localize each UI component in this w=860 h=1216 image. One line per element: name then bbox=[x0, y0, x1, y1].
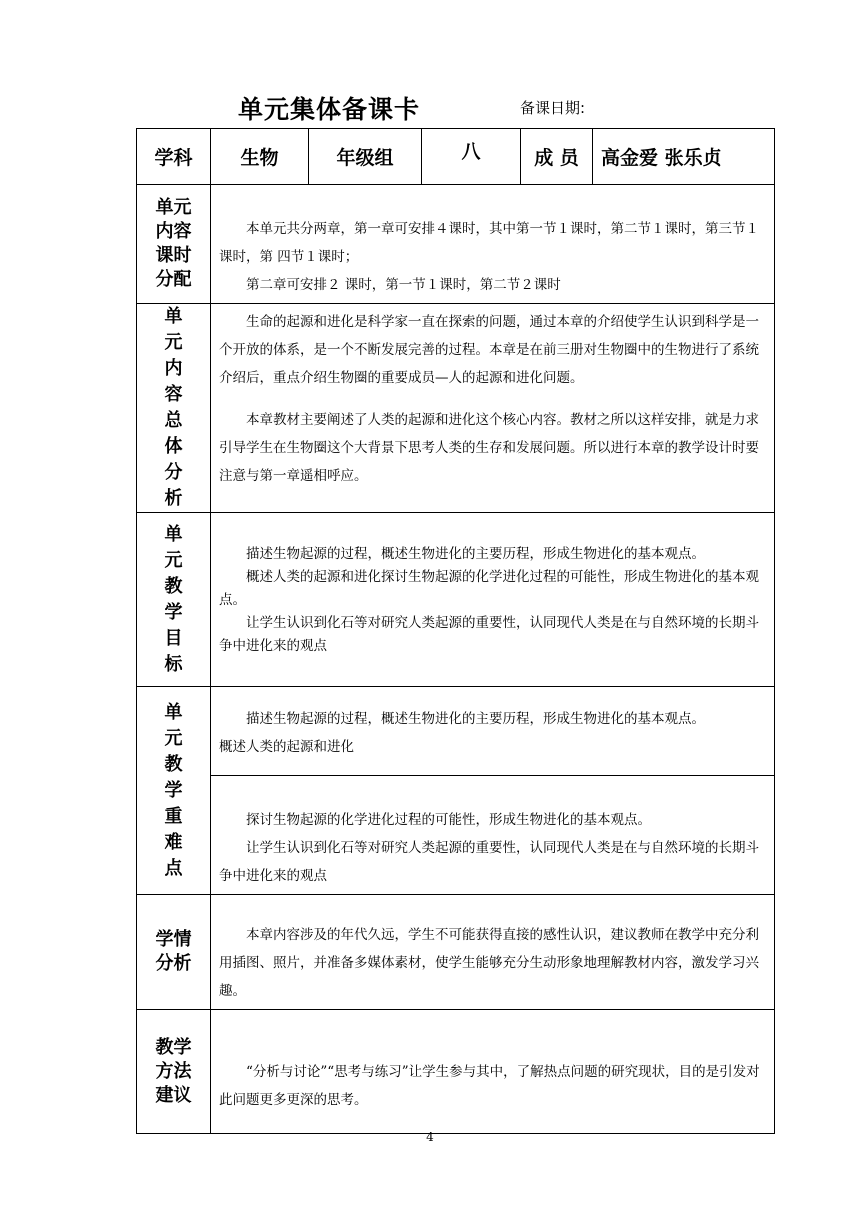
method-row bbox=[137, 1010, 775, 1134]
key-points-content bbox=[211, 687, 775, 776]
method-label: 教学方法建议 bbox=[155, 1036, 192, 1106]
page-number: 4 bbox=[426, 1130, 434, 1144]
header-row bbox=[137, 129, 775, 185]
method-content bbox=[211, 1010, 775, 1134]
method-text-1: “分析与讨论”“思考与练习”让学生参与其中，了解热点问题的研究现状，目的是引发对此问题更多更深的思考。 bbox=[219, 1064, 760, 1108]
goals-text-3: 让学生认识到化石等对研究人类起源的重要性，认同现代人类是在与自然环境的长期斗争中进化来的观点 bbox=[219, 615, 759, 654]
analysis-row bbox=[137, 304, 775, 513]
goals-content bbox=[211, 513, 775, 687]
analysis-text-1: 生命的起源和进化是科学家一直在探索的问题，通过本章的介绍使学生认识到科学是一个开放的体系，是一个不断发展完善的过程。本章是在前三册对生物圈中的生物进行了系统介绍后，重点介绍生物圈的重要成员—人的起源和进化问题。 bbox=[219, 314, 759, 386]
analysis-text-2: 本章教材主要阐述了人类的起源和进化这个核心内容。教材之所以这样安排，就是力求引导学生在生物圈这个大背景下思考人类的生存和发展问题。所以进行本章的教学设计时要注意与第一章遥相呼应。 bbox=[219, 412, 759, 484]
learner-text-1: 本章内容涉及的年代久远，学生不可能获得直接的感性认识，建议教师在教学中充分利用插图、照片，并准备多媒体素材，使学生能够充分生动形象地理解教材内容，激发学习兴趣。 bbox=[219, 927, 759, 999]
key-points-row bbox=[137, 687, 775, 776]
learner-row bbox=[137, 895, 775, 1010]
allocation-row bbox=[137, 185, 775, 304]
key-points-label: 单元教学重难点 bbox=[164, 701, 183, 879]
goals-text-2: 概述人类的起源和进化探讨生物起源的化学进化过程的可能性，形成生物进化的基本观点。 bbox=[219, 569, 759, 608]
difficulties-text-1: 探讨生物起源的化学进化过程的可能性，形成生物进化的基本观点。 bbox=[246, 812, 651, 828]
goals-label: 单元教学目标 bbox=[164, 523, 183, 675]
subject-label: 学科 bbox=[137, 129, 211, 185]
learner-label: 学情分析 bbox=[155, 929, 192, 974]
grade-value: 八 bbox=[422, 129, 521, 185]
members-label: 成 员 bbox=[521, 129, 593, 185]
goals-text-1: 描述生物起源的过程，概述生物进化的主要历程，形成生物进化的基本观点。 bbox=[246, 546, 705, 562]
allocation-text-2: 第二章可安排２ 课时，第一节１课时，第二节２课时 bbox=[246, 277, 561, 293]
grade-label: 年级组 bbox=[309, 129, 422, 185]
allocation-text-1: 本单元共分两章，第一章可安排４课时，其中第一节１课时，第二节１课时，第三节１课时，第 四节１课时； bbox=[219, 221, 759, 265]
page-title: 单元集体备课卡 bbox=[238, 95, 421, 124]
subject-value: 生物 bbox=[211, 129, 309, 185]
analysis-label: 单元内容总体分析 bbox=[164, 306, 183, 509]
key-points-text-2: 概述人类的起源和进化 bbox=[219, 739, 354, 755]
date-label: 备课日期: bbox=[520, 99, 586, 117]
learner-content bbox=[211, 895, 775, 1010]
difficulties-content bbox=[211, 776, 775, 895]
lesson-plan-table bbox=[136, 128, 775, 1134]
allocation-label: 单元内容课时分配 bbox=[155, 197, 192, 290]
goals-row bbox=[137, 513, 775, 687]
analysis-content bbox=[211, 304, 775, 513]
difficulties-text-2: 让学生认识到化石等对研究人类起源的重要性，认同现代人类是在与自然环境的长期斗争中进化来的观点 bbox=[219, 840, 759, 884]
difficulties-row bbox=[137, 776, 775, 895]
members-value: 高金爱 张乐贞 bbox=[593, 129, 775, 185]
key-points-text-1: 描述生物起源的过程，概述生物进化的主要历程，形成生物进化的基本观点。 bbox=[246, 711, 705, 727]
allocation-content bbox=[211, 185, 775, 304]
